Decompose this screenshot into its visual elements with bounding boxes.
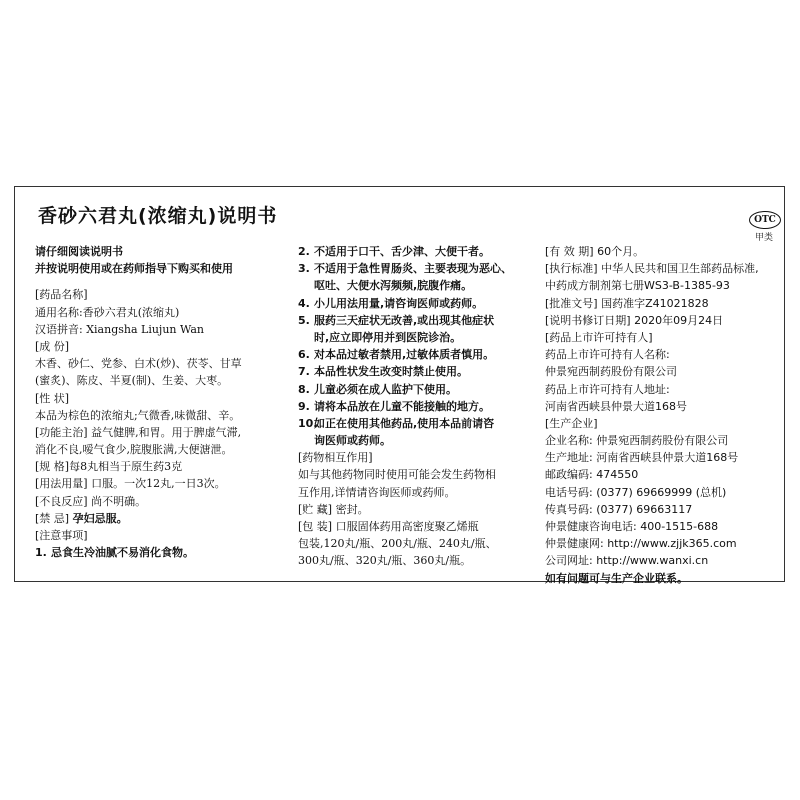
properties-header: [性 状] xyxy=(35,391,70,405)
usage-text: 口服。一次12丸,一日3次。 xyxy=(91,477,226,491)
column-1 xyxy=(35,243,290,561)
note-text: 不适用于急性胃肠炎、主要表现为恶心、 xyxy=(314,262,512,276)
standard-line-2: 中药成方制剂第七册WS3-B-1385-93 xyxy=(545,279,730,293)
standard-line-1 xyxy=(545,260,780,277)
note-text: 本品性状发生改变时禁止使用。 xyxy=(314,365,468,379)
note-item-4 xyxy=(298,295,538,312)
validity-line xyxy=(545,243,780,260)
company-website: 公司网址: http://www.wanxi.cn xyxy=(545,554,709,568)
maker-addr: 生产地址: 河南省西峡县仲景大道168号 xyxy=(545,451,739,465)
usage-header: [用法用量] xyxy=(35,477,88,491)
note-item-5 xyxy=(298,312,538,329)
interaction-header: [药物相互作用] xyxy=(298,451,373,465)
note-text: 服药三天症状无改善,或出现其他症状 xyxy=(314,313,495,327)
note-text: 询医师或药师。 xyxy=(314,434,391,448)
spec-header: [规 格] xyxy=(35,460,70,474)
indication-line-1 xyxy=(35,424,290,441)
otc-category: 甲类 xyxy=(755,233,774,243)
properties-text: 本品为棕色的浓缩丸;气微香,味微甜、辛。 xyxy=(35,408,241,422)
postcode: 邮政编码: 474550 xyxy=(545,468,639,482)
mah-header: [药品上市许可持有人] xyxy=(545,330,653,344)
storage-header: [贮 藏] xyxy=(298,502,333,516)
approval-line xyxy=(545,295,780,312)
note-text: 不适用于口干、舌少津、大便干者。 xyxy=(314,245,490,258)
interaction-line-1: 如与其他药物同时使用可能会发生药物相 xyxy=(298,468,496,482)
usage-line xyxy=(35,475,290,492)
note-item-5-cont xyxy=(298,329,538,346)
revision-text: 2020年09月24日 xyxy=(634,313,724,327)
maker-name: 企业名称: 仲景宛西制药股份有限公司 xyxy=(545,434,729,448)
note-text: 对本品过敏者禁用,过敏体质者慎用。 xyxy=(314,348,495,362)
storage-line xyxy=(298,501,538,518)
mah-addr-label: 药品上市许可持有人地址: xyxy=(545,382,670,396)
spec-line xyxy=(35,458,290,475)
note-text: 儿童必须在成人监护下使用。 xyxy=(314,382,457,396)
mah-addr: 河南省西峡县仲景大道168号 xyxy=(545,399,687,413)
instruction-sheet xyxy=(14,186,785,585)
storage-text: 密封。 xyxy=(335,502,369,516)
drug-name-header: [药品名称] xyxy=(35,288,88,302)
column-3 xyxy=(545,243,780,587)
ingredients-line-2: (蜜炙)、陈皮、半夏(制)、生姜、大枣。 xyxy=(35,374,229,388)
note-number: 6. xyxy=(298,348,310,362)
revision-header: [说明书修订日期] xyxy=(545,313,631,327)
ingredients-header: [成 份] xyxy=(35,339,70,353)
note-item-3 xyxy=(298,260,538,277)
note-text: 小儿用法用量,请咨询医师或药师。 xyxy=(314,296,484,310)
health-website: 仲景健康网: http://www.zjjk365.com xyxy=(545,537,737,551)
note-item-2 xyxy=(298,243,538,260)
note-number: 1. xyxy=(35,546,47,560)
note-number: 10. xyxy=(298,416,318,430)
package-text-1: 口服固体药用高密度聚乙烯瓶 xyxy=(335,520,479,533)
package-header: [包 装] xyxy=(298,520,333,533)
note-text: 呕吐、大便水泻频频,脘腹作痛。 xyxy=(314,279,473,293)
fax-number: 传真号码: (0377) 69663117 xyxy=(545,502,693,516)
note-item-1 xyxy=(35,544,290,561)
standard-text-1: 中华人民共和国卫生部药品标准, xyxy=(601,262,759,276)
otc-badge: OTC xyxy=(749,211,781,229)
note-item-9 xyxy=(298,398,538,415)
ingredients-line-1: 木香、砂仁、党参、白术(炒)、茯苓、甘草 xyxy=(35,357,242,371)
interaction-line-2: 互作用,详情请咨询医师或药师。 xyxy=(298,485,456,499)
column-2 xyxy=(298,243,538,570)
note-item-6 xyxy=(298,346,538,363)
note-text: 时,应立即停用并到医院诊治。 xyxy=(314,330,462,344)
mah-name-label: 药品上市许可持有人名称: xyxy=(545,348,670,362)
contra-line xyxy=(35,510,290,527)
pinyin-name: 汉语拼音: Xiangsha Liujun Wan xyxy=(35,322,204,336)
mah-name: 仲景宛西制药股份有限公司 xyxy=(545,365,677,379)
phone-number: 电话号码: (0377) 69669999 (总机) xyxy=(545,485,727,499)
adverse-text: 尚不明确。 xyxy=(91,494,147,508)
contra-header: [禁 忌] xyxy=(35,511,70,525)
indication-line-2: 消化不良,嗳气食少,脘腹胀满,大便溏泄。 xyxy=(35,443,233,457)
contact-note: 如有问题可与生产企业联系。 xyxy=(545,571,688,585)
indication-header: [功能主治] xyxy=(35,425,88,439)
notes-header: [注意事项] xyxy=(35,529,88,542)
package-line-2: 包装,120丸/瓶、200丸/瓶、240丸/瓶、 xyxy=(298,537,497,551)
adverse-header: [不良反应] xyxy=(35,494,88,508)
note-item-10 xyxy=(298,415,538,432)
maker-header: [生产企业] xyxy=(545,416,598,430)
standard-header: [执行标准] xyxy=(545,262,598,276)
document-title: 香砂六君丸(浓缩丸)说明书 xyxy=(38,205,278,227)
note-number: 8. xyxy=(298,382,310,396)
common-name: 通用名称:香砂六君丸(浓缩丸) xyxy=(35,305,180,319)
validity-text: 60个月。 xyxy=(597,245,645,258)
note-text: 请将本品放在儿童不能接触的地方。 xyxy=(314,399,490,413)
note-item-10-cont xyxy=(298,432,538,449)
package-line-1 xyxy=(298,518,538,535)
note-number: 3. xyxy=(298,262,310,276)
note-text: 忌食生冷油腻不易消化食物。 xyxy=(51,546,194,560)
note-text: 如正在使用其他药品,使用本品前请咨 xyxy=(314,416,495,430)
approval-header: [批准文号] xyxy=(545,296,598,310)
note-number: 2. xyxy=(298,245,310,258)
note-item-8 xyxy=(298,381,538,398)
adverse-line xyxy=(35,493,290,510)
validity-header: [有 效 期] xyxy=(545,245,594,258)
package-line-3: 300丸/瓶、320丸/瓶、360丸/瓶。 xyxy=(298,554,472,568)
indication-text-1: 益气健脾,和胃。用于脾虚气滞, xyxy=(91,425,242,439)
intro-line-1: 请仔细阅读说明书 xyxy=(35,245,123,258)
intro-line-2: 并按说明使用或在药师指导下购买和使用 xyxy=(35,262,233,276)
note-number: 7. xyxy=(298,365,310,379)
note-number: 4. xyxy=(298,296,310,310)
revision-line xyxy=(545,312,780,329)
approval-text: 国药准字Z41021828 xyxy=(601,296,709,310)
contra-text: 孕妇忌服。 xyxy=(72,511,128,525)
note-item-3-cont xyxy=(298,277,538,294)
hotline-number: 仲景健康咨询电话: 400-1515-688 xyxy=(545,520,719,533)
spec-text: 每8丸相当于原生药3克 xyxy=(69,460,183,474)
note-number: 5. xyxy=(298,313,310,327)
note-item-7 xyxy=(298,363,538,380)
note-number: 9. xyxy=(298,399,310,413)
